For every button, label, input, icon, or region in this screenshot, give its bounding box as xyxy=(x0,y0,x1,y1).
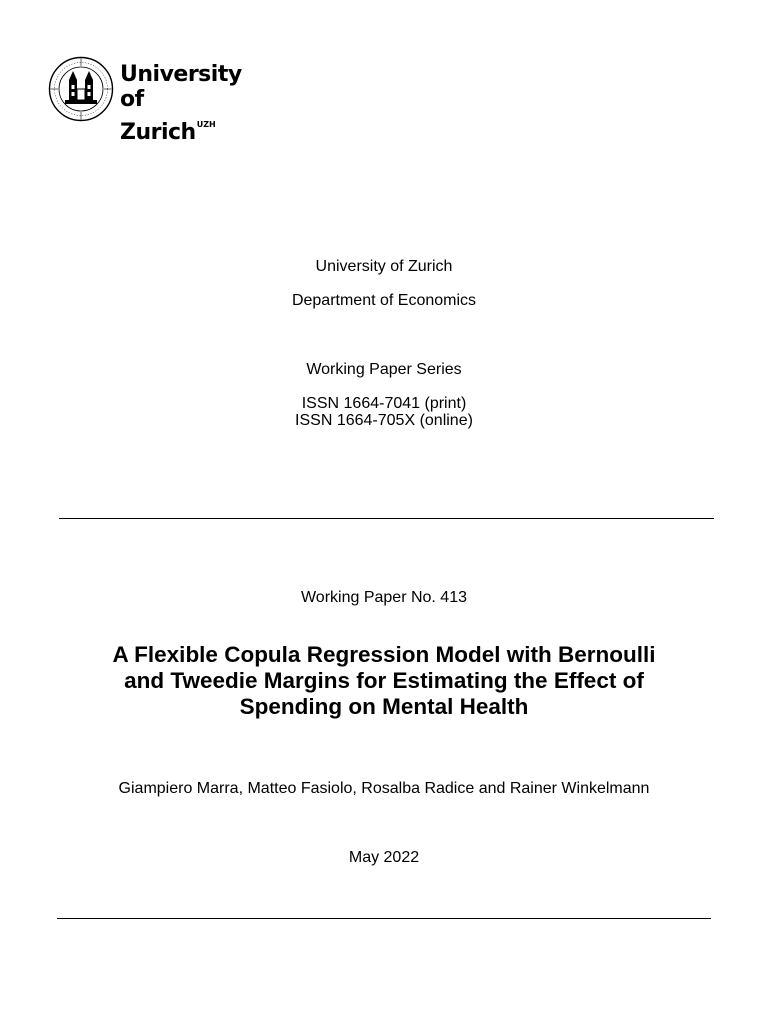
logo-superscript: UZH xyxy=(196,120,216,129)
logo-line-1: University of xyxy=(120,62,242,112)
university-seal-icon xyxy=(48,56,114,122)
publication-date: May 2022 xyxy=(348,849,420,866)
logo-wordmark xyxy=(120,62,268,145)
paper-title xyxy=(40,642,728,720)
logo-line-2-text: Zurich xyxy=(120,120,196,145)
series-name: Working Paper Series xyxy=(306,361,462,378)
institution-name: University of Zurich xyxy=(315,258,453,275)
paper-title-line-2: and Tweedie Margins for Estimating the Effect of xyxy=(124,668,644,693)
issn-print: ISSN 1664-7041 (print) xyxy=(301,395,467,412)
bottom-divider xyxy=(57,918,711,919)
department-name: Department of Economics xyxy=(291,292,477,309)
top-divider xyxy=(59,518,714,519)
paper-title-line-1: A Flexible Copula Regression Model with Bernoulli xyxy=(112,642,656,667)
logo-line-2 xyxy=(120,112,268,145)
university-logo xyxy=(48,56,268,145)
paper-number: Working Paper No. 413 xyxy=(300,589,467,606)
issn-online: ISSN 1664-705X (online) xyxy=(295,412,473,429)
author-list: Giampiero Marra, Matteo Fasiolo, Rosalba Radice and Rainer Winkelmann xyxy=(118,780,650,797)
paper-title-line-3: Spending on Mental Health xyxy=(239,694,529,719)
